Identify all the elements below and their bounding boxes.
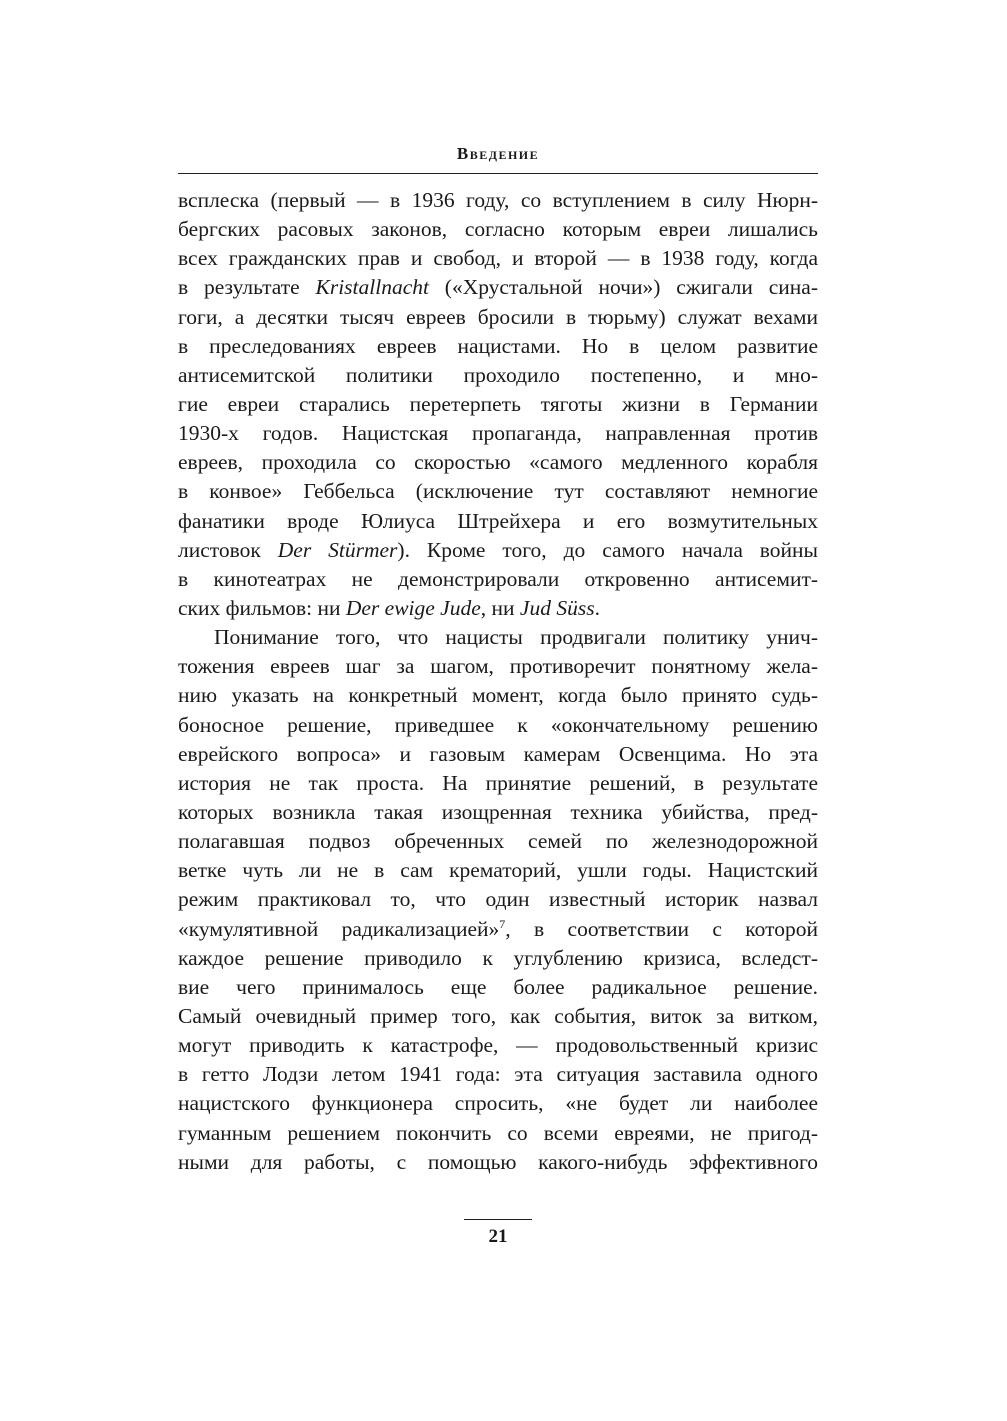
running-head: Введение	[456, 144, 540, 163]
text-line: евреев, проходила со скоростью «самого медленного корабля	[178, 450, 818, 475]
text-line: ными для работы, с помощью какого-нибудь эффективного	[178, 1149, 818, 1174]
text-line: каждое решение приводило к углублению кризиса, вследст-	[178, 945, 818, 970]
text-line: ветке чуть ли не в сам крематорий, ушли годы. Нацистский	[178, 858, 818, 883]
text-line: в конвое» Геббельса (исключение тут составляют немногие	[178, 479, 818, 504]
text-line: «кумулятивной радикализацией»$^7$, в соответствии с которой	[178, 916, 818, 941]
page-number: 21	[488, 1226, 508, 1247]
italic-term: Der Stürmer	[277, 537, 398, 562]
text-line: режим практиковал то, что один известный историк назвал	[178, 887, 818, 912]
text-line: боносное решение, приведшее к «окончательному решению	[178, 712, 818, 737]
text-line: в гетто Лодзи летом 1941 года: эта ситуация заставила одного	[178, 1062, 818, 1087]
text-line: бергских расовых законов, согласно которым евреи лишались	[178, 217, 818, 242]
text-line: гуманным решением покончить со всеми евреями, не пригод-	[178, 1120, 818, 1145]
text-line: всех гражданских прав и свобод, и второй — в 1938 году, когда	[178, 246, 818, 271]
text-line: 1930-х годов. Нацистская пропаганда, направленная против	[178, 421, 818, 446]
text-line: ских фильмов: ни Der ewige Jude, ни Jud Süss.	[178, 595, 600, 620]
text-line: антисемитской политики проходило постепенно, и мно-	[178, 362, 818, 387]
footnote-ref: 7	[499, 916, 506, 931]
header-rule	[178, 173, 818, 174]
body-text	[178, 186, 818, 1177]
text-line: листовок Der Stürmer). Кроме того, до самого начала войны	[178, 537, 819, 562]
text-line: гие евреи старались перетерпеть тяготы жизни в Германии	[178, 391, 818, 416]
italic-term: Der ewige Jude	[345, 595, 481, 620]
text-line: фанатики вроде Юлиуса Штрейхера и его возмутительных	[178, 508, 818, 533]
text-line: полагавшая подвоз обреченных семей по железнодорожной	[178, 829, 818, 854]
text-line: могут приводить к катастрофе, — продовольственный кризис	[178, 1033, 818, 1058]
italic-term: Kristallnacht	[315, 275, 429, 300]
text-line: в преследованиях евреев нацистами. Но в целом развитие	[178, 333, 818, 358]
italic-term: Jud Süss	[519, 595, 595, 620]
text-line: нию указать на конкретный момент, когда было принято судь-	[178, 683, 818, 708]
text-line: Самый очевидный пример того, как события, виток за витком,	[178, 1003, 818, 1028]
text-line: которых возникла такая изощренная техника убийства, пред-	[178, 799, 818, 824]
text-line: тожения евреев шаг за шагом, противоречит понятному жела-	[178, 654, 818, 679]
text-line: вие чего принималось еще более радикальное решение.	[178, 974, 818, 999]
footer-rule	[464, 1219, 532, 1220]
text-line: в кинотеатрах не демонстрировали откровенно антисемит-	[178, 566, 818, 591]
text-line: в результате Kristallnacht («Хрустальной ночи») сжигали сина-	[178, 275, 818, 300]
text-line: всплеска (первый — в 1936 году, со вступлением в силу Нюрн-	[178, 188, 818, 212]
text-line: еврейского вопроса» и газовым камерам Освенцима. Но эта	[178, 741, 818, 766]
text-line: гоги, а десятки тысяч евреев бросили в тюрьму) служат вехами	[178, 304, 818, 329]
text-line: Понимание того, что нацисты продвигали политику унич-	[214, 625, 818, 650]
text-line: нацистского функционера спросить, «не будет ли наиболее	[178, 1091, 818, 1116]
text-line: история не так проста. На принятие решений, в результате	[178, 770, 818, 795]
